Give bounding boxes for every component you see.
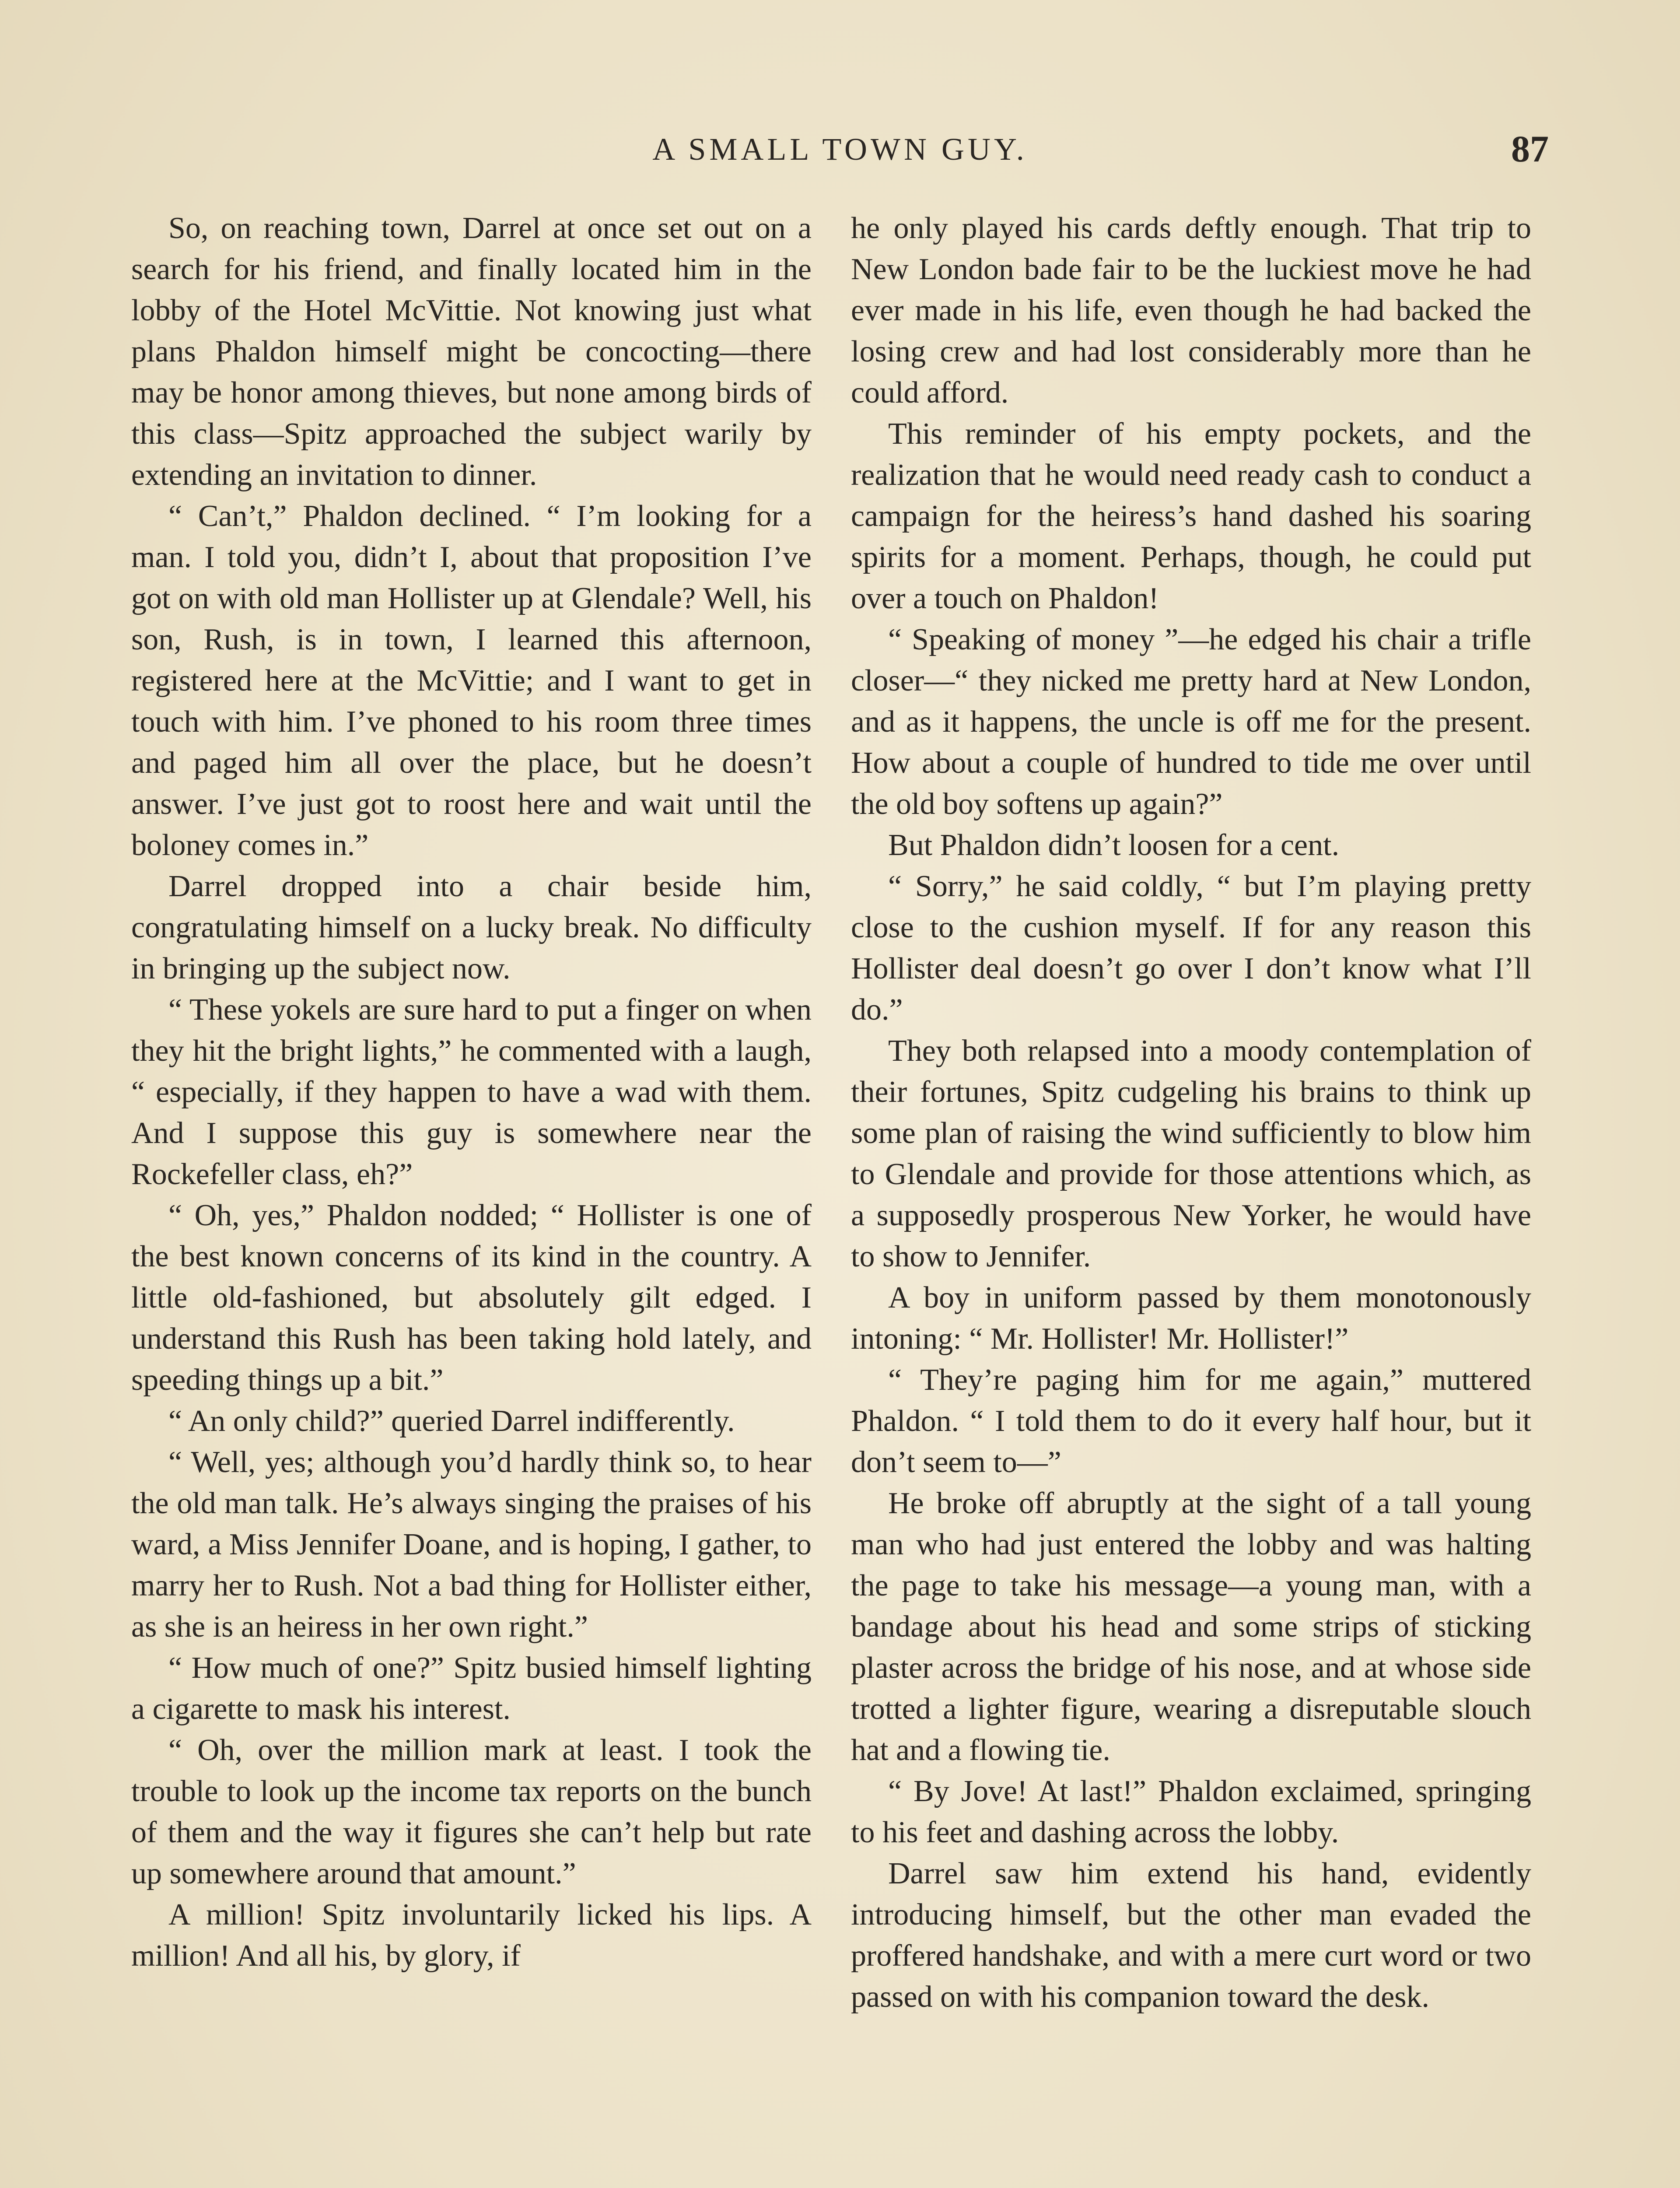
paragraph: “ Oh, yes,” Phaldon nodded; “ Hollister is one of the best known concerns of its kind in the country. A little old-fashioned, but absolutely gilt edged. I understand this Rush has been taking hold lately, and speeding things up a bit.” xyxy=(131,1199,812,1397)
paragraph: “ Can’t,” Phaldon declined. “ I’m looking for a man. I told you, didn’t I, about that proposition I’ve got on with old man Hollister up at Glendale? Well, his son, Rush, is in town, I learned this afternoon, registered here at the McVittie; and I want to get in touch with him. I’ve phoned to his room three times and paged him all over the place, but he doesn’t answer. I’ve just got to roost here and wait until the boloney comes in.” xyxy=(131,499,812,862)
paragraph: So, on reaching town, Darrel at once set out on a search for his friend, and finally located him in the lobby of the Hotel McVittie. Not knowing just what plans Phaldon himself might be concocting—there may be honor among thieves, but none among birds of this class—Spitz approached the subject warily by extending an invitation to dinner. xyxy=(131,211,812,492)
paragraph: “ By Jove! At last!” Phaldon exclaimed, springing to his feet and dashing across the lobby. xyxy=(851,1774,1531,1849)
paragraph: “ They’re paging him for me again,” muttered Phaldon. “ I told them to do it every half hour, but it don’t seem to—” xyxy=(851,1363,1531,1479)
page-number: 87 xyxy=(1511,128,1549,170)
paragraph: But Phaldon didn’t loosen for a cent. xyxy=(888,828,1340,862)
paragraph: “ These yokels are sure hard to put a finger on when they hit the bright lights,” he commented with a laugh, “ especially, if they happen to have a wad with them. And I suppose this guy is somewhere near the Rockefeller class, eh?” xyxy=(131,993,812,1191)
paragraph: Darrel saw him extend his hand, evidently introducing himself, but the other man evaded the proffered handshake, and with a mere curt word or two passed on with his companion toward the desk. xyxy=(851,1857,1531,2014)
paragraph: “ Sorry,” he said coldly, “ but I’m playing pretty close to the cushion myself. If for any reason this Hollister deal doesn’t go over I don’t know what I’ll do.” xyxy=(851,870,1531,1027)
paragraph: Darrel dropped into a chair beside him, congratulating himself on a lucky break. No difficulty in bringing up the subject now. xyxy=(131,870,812,985)
page-header xyxy=(131,128,1549,184)
paragraph: “ An only child?” queried Darrel indifferently. xyxy=(168,1404,735,1438)
paragraph: “ Oh, over the million mark at least. I took the trouble to look up the income tax reports on the bunch of them and the way it figures she can’t help but rate up somewhere around that amount.” xyxy=(131,1733,812,1890)
running-head: A SMALL TOWN GUY. xyxy=(652,132,1028,167)
paragraph: “ How much of one?” Spitz busied himself lighting a cigarette to mask his interest. xyxy=(131,1651,812,1726)
paragraph: “ Speaking of money ”—he edged his chair a trifle closer—“ they nicked me pretty hard at New London, and as it happens, the uncle is off me for the present. How about a couple of hundred to tide me over until the old boy softens up again?” xyxy=(851,623,1531,821)
paragraph-continued: he only played his cards deftly enough. That trip to New London bade fair to be the luckiest move he had ever made in his life, even though he had backed the losing crew and had lost considerably more than he could afford. xyxy=(851,211,1531,410)
paragraph: He broke off abruptly at the sight of a tall young man who had just entered the lobby and was halting the page to take his message—a young man, with a bandage about his head and some strips of sticking plaster across the bridge of his nose, and at whose side trotted a lighter figure, wearing a disreputable slouch hat and a flowing tie. xyxy=(851,1487,1531,1767)
left-column xyxy=(131,208,812,1977)
paragraph: This reminder of his empty pockets, and the realization that he would need ready cash to conduct a campaign for the heiress’s hand dashed his soaring spirits for a moment. Perhaps, though, he could put over a touch on Phaldon! xyxy=(851,417,1531,615)
paragraph: “ Well, yes; although you’d hardly think so, to hear the old man talk. He’s always singing the praises of his ward, a Miss Jennifer Doane, and is hoping, I gather, to marry her to Rush. Not a bad thing for Hollister either, as she is an heiress in her own right.” xyxy=(131,1445,812,1644)
paragraph: A million! Spitz involuntarily licked his lips. A million! And all his, by glory, if xyxy=(131,1898,812,1973)
paragraph: A boy in uniform passed by them monotonously intoning: “ Mr. Hollister! Mr. Hollister!” xyxy=(851,1281,1531,1356)
right-column xyxy=(851,208,1531,2018)
paragraph: They both relapsed into a moody contemplation of their fortunes, Spitz cudgeling his brains to think up some plan of raising the wind sufficiently to blow him to Glendale and provide for those attentions which, as a supposedly prosperous New Yorker, he would have to show to Jennifer. xyxy=(851,1034,1531,1273)
